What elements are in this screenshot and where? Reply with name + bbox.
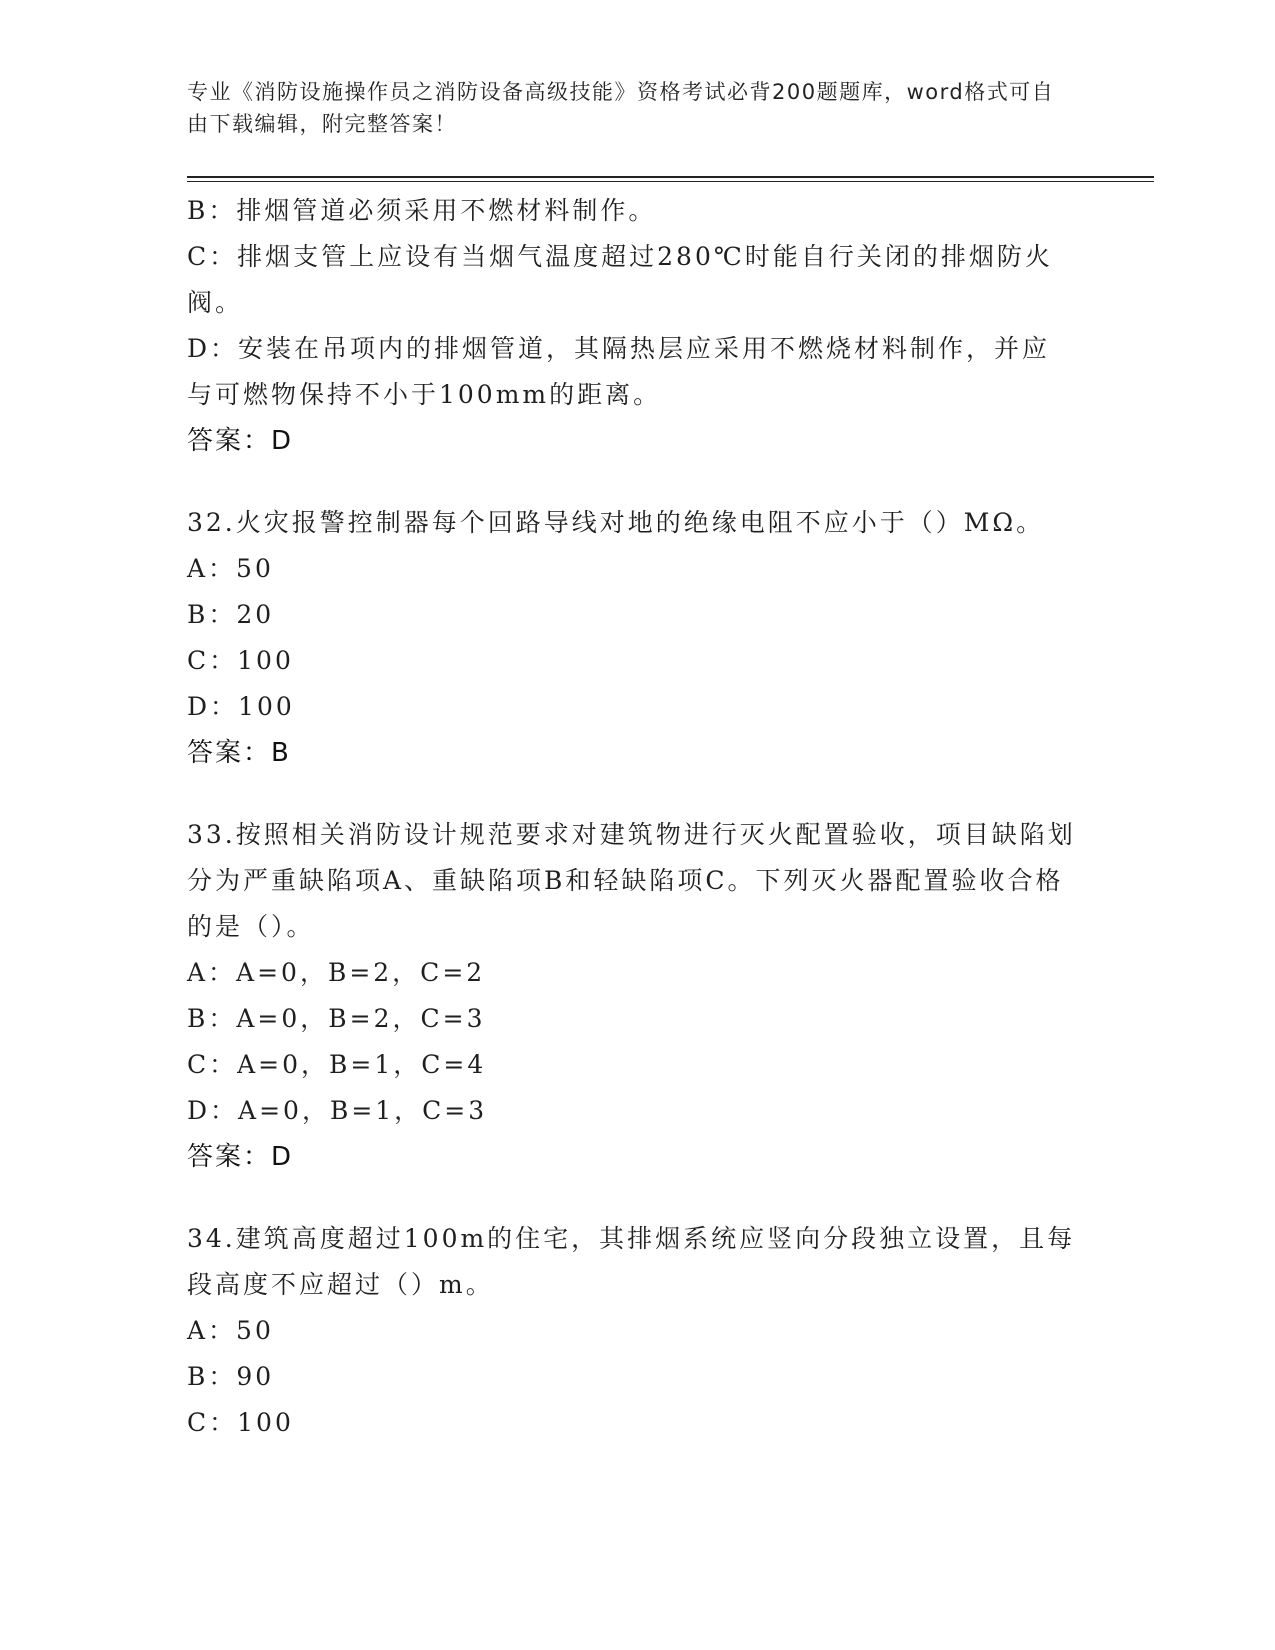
question-text: 32.火灾报警控制器每个回路导线对地的绝缘电阻不应小于（）MΩ。: [187, 508, 1045, 537]
previous-question-block: [187, 188, 1077, 464]
option-a: A：50: [187, 1316, 274, 1345]
option-c: C：100: [187, 646, 294, 675]
spacer: [187, 776, 1077, 812]
option-d: D：A=0，B=1，C=3: [187, 1096, 488, 1125]
question-34-block: [187, 1216, 1077, 1446]
answer-line: 答案：B: [187, 738, 291, 768]
option-c: C：100: [187, 1408, 294, 1437]
question-content: [187, 188, 1077, 1446]
header-divider-thick: [187, 176, 1154, 178]
question-33-block: [187, 812, 1077, 1180]
option-b: B：90: [187, 1362, 275, 1391]
question-text: 34.建筑高度超过100m的住宅，其排烟系统应竖向分段独立设置，且每段高度不应超过（）m。: [187, 1224, 1076, 1299]
option-c: C：排烟支管上应设有当烟气温度超过280℃时能自行关闭的排烟防火阀。: [187, 242, 1053, 317]
header-divider-thin: [187, 181, 1154, 182]
option-a: A：50: [187, 554, 274, 583]
option-b: B：A=0，B=2，C=3: [187, 1004, 486, 1033]
option-a: A：A=0，B=2，C=2: [187, 958, 486, 987]
document-header-title: 专业《消防设施操作员之消防设备高级技能》资格考试必背200题题库，word格式可自由下载编辑，附完整答案！: [187, 80, 1055, 136]
option-c: C：A=0，B=1，C=4: [187, 1050, 487, 1079]
question-text: 33.按照相关消防设计规范要求对建筑物进行灭火配置验收，项目缺陷划分为严重缺陷项A、重缺陷项B和轻缺陷项C。下列灭火器配置验收合格的是（）。: [187, 820, 1076, 941]
spacer: [187, 464, 1077, 500]
question-32-block: [187, 500, 1077, 776]
option-d: D：安装在吊项内的排烟管道，其隔热层应采用不燃烧材料制作，并应与可燃物保持不小于100mm的距离。: [187, 334, 1051, 409]
option-b: B：20: [187, 600, 275, 629]
answer-line: 答案：D: [187, 1142, 294, 1172]
spacer: [187, 1180, 1077, 1216]
option-d: D：100: [187, 692, 295, 721]
answer-line: 答案：D: [187, 426, 294, 456]
option-b: B：排烟管道必须采用不燃材料制作。: [187, 196, 657, 225]
